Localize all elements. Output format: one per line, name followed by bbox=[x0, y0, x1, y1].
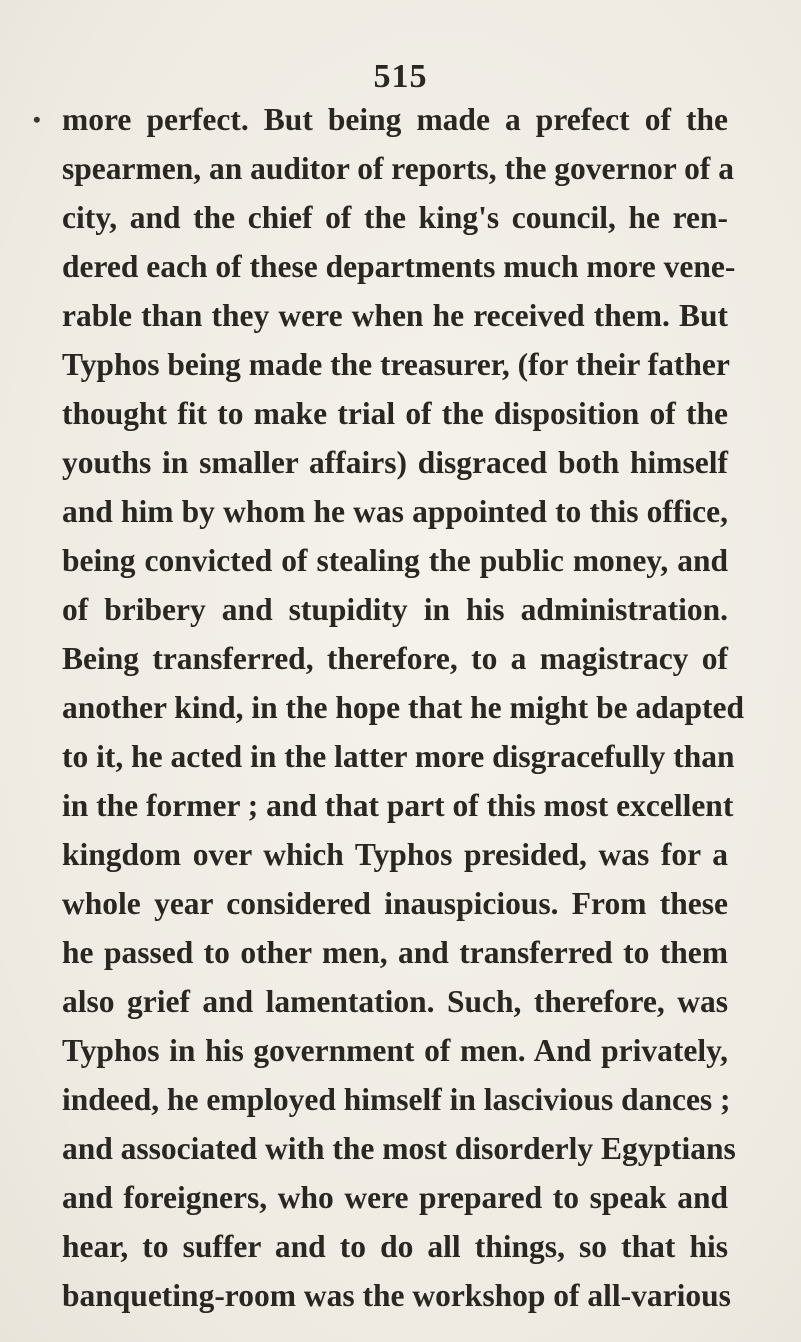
text-line bbox=[0, 932, 801, 974]
text-line bbox=[0, 589, 801, 631]
text-line bbox=[0, 295, 801, 337]
text-line bbox=[0, 834, 801, 876]
text-line-content: city, and the chief of the king's council, he ren- bbox=[62, 200, 728, 235]
margin-mark: • bbox=[33, 107, 41, 132]
text-line-content: spearmen, an auditor of reports, the governor of a bbox=[62, 151, 734, 186]
text-line bbox=[0, 1128, 801, 1170]
text-line-content: Typhos in his government of men. And privately, bbox=[62, 1033, 728, 1068]
text-line-content: in the former ; and that part of this most excellent bbox=[62, 788, 734, 823]
text-line-content: and him by whom he was appointed to this office, bbox=[62, 494, 728, 529]
text-line-content: banqueting-room was the workshop of all-various bbox=[62, 1278, 731, 1313]
text-line-content: of bribery and stupidity in his administration. bbox=[62, 592, 728, 627]
text-line-content: more perfect. But being made a prefect of the bbox=[62, 102, 728, 137]
text-line-content: youths in smaller affairs) disgraced both himself bbox=[62, 445, 728, 480]
text-line bbox=[0, 1275, 801, 1317]
text-line-content: Being transferred, therefore, to a magistracy of bbox=[62, 641, 728, 676]
text-line bbox=[0, 1226, 801, 1268]
text-line bbox=[0, 99, 801, 141]
text-line bbox=[0, 883, 801, 925]
text-line bbox=[0, 491, 801, 533]
text-line-content: thought fit to make trial of the disposition of the bbox=[62, 396, 728, 431]
text-line bbox=[0, 148, 801, 190]
text-line-content: another kind, in the hope that he might be adapted bbox=[62, 690, 745, 725]
text-line bbox=[0, 1177, 801, 1219]
text-line-content: and associated with the most disorderly Egyptians bbox=[62, 1131, 736, 1166]
text-line-content: he passed to other men, and transferred to them bbox=[62, 935, 728, 970]
text-line bbox=[0, 197, 801, 239]
text-line bbox=[0, 1079, 801, 1121]
text-line-content: kingdom over which Typhos presided, was for a bbox=[62, 837, 728, 872]
text-line bbox=[0, 1030, 801, 1072]
text-line bbox=[0, 785, 801, 827]
page-number: 515 bbox=[373, 58, 428, 95]
text-line-content: rable than they were when he received them. But bbox=[62, 298, 728, 333]
text-line-content: Typhos being made the treasurer, (for their father bbox=[62, 347, 730, 382]
text-line-content: and foreigners, who were prepared to speak and bbox=[62, 1180, 728, 1215]
text-line bbox=[0, 442, 801, 484]
text-line bbox=[0, 393, 801, 435]
text-line-content: dered each of these departments much more vene- bbox=[62, 249, 736, 284]
text-line-content: whole year considered inauspicious. From these bbox=[62, 886, 728, 921]
text-line-content: being convicted of stealing the public money, and bbox=[62, 543, 728, 578]
text-line-content: to it, he acted in the latter more disgracefully than bbox=[62, 739, 735, 774]
text-line bbox=[0, 981, 801, 1023]
text-line bbox=[0, 540, 801, 582]
text-line bbox=[0, 687, 801, 729]
text-line bbox=[0, 344, 801, 386]
text-line-content: also grief and lamentation. Such, therefore, was bbox=[62, 984, 728, 1019]
text-line-content: hear, to suffer and to do all things, so that his bbox=[62, 1229, 728, 1264]
text-line bbox=[0, 638, 801, 680]
text-line-content: indeed, he employed himself in lascivious dances ; bbox=[62, 1082, 731, 1117]
text-line bbox=[0, 736, 801, 778]
text-line bbox=[0, 246, 801, 288]
